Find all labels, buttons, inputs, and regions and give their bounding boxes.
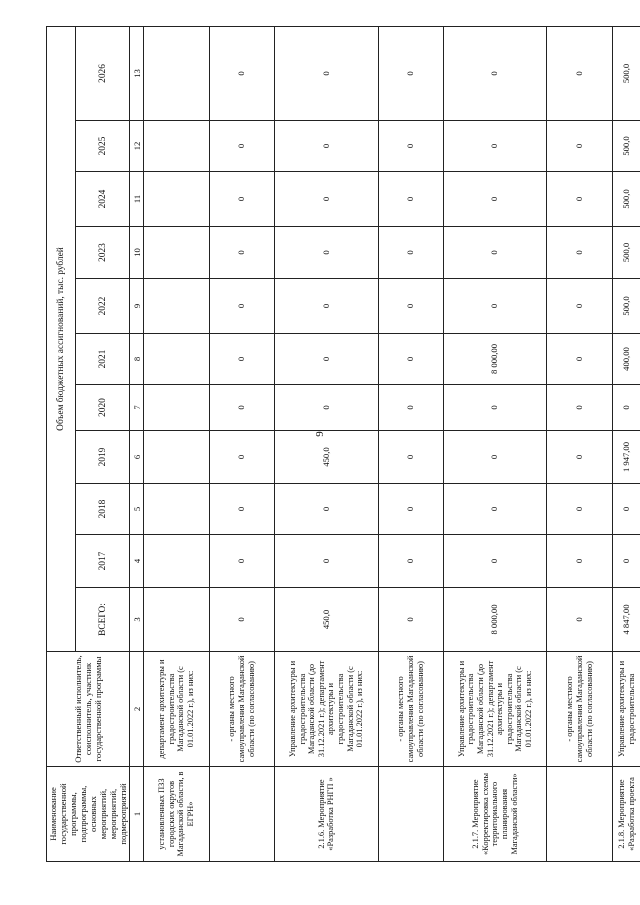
row-value: 0: [547, 385, 613, 431]
row-responsible: - органы местного самоуправления Магаданской области (по согласованию): [378, 652, 444, 767]
row-value: 0: [275, 484, 378, 535]
row-value: 0: [209, 385, 275, 431]
col-header: ВСЕГО:: [76, 588, 130, 652]
row-value: 0: [275, 535, 378, 588]
row-value: [144, 279, 210, 334]
row-value: 0: [275, 279, 378, 334]
row-value: 0: [547, 26, 613, 120]
col-header: 2026: [76, 26, 130, 120]
row-name: [378, 767, 444, 862]
row-value: 0: [547, 484, 613, 535]
column-number: 9: [130, 279, 144, 334]
column-number: 7: [130, 385, 144, 431]
column-number: 1: [130, 767, 144, 862]
row-value: 0: [444, 172, 547, 227]
row-value: 0: [547, 279, 613, 334]
row-value: 8 000,00: [444, 334, 547, 385]
row-value: 0: [547, 334, 613, 385]
row-value: 0: [275, 121, 378, 172]
row-value: 0: [209, 172, 275, 227]
row-value: 0: [378, 535, 444, 588]
column-number: 2: [130, 652, 144, 767]
row-value: 0: [275, 26, 378, 120]
row-value: [144, 484, 210, 535]
row-value: [144, 535, 210, 588]
row-responsible: департамент архитектуры и градостроительства Магаданской области (с 01.01.2022 г.), из них:: [144, 652, 210, 767]
col-header: 2023: [76, 227, 130, 279]
row-value: 0: [378, 227, 444, 279]
row-value: 0: [378, 279, 444, 334]
row-value: 0: [209, 431, 275, 484]
row-value: [144, 121, 210, 172]
header-budget-title: Объем бюджетных ассигнований, тыс. рублей: [47, 26, 76, 651]
row-value: 0: [444, 385, 547, 431]
row-responsible: Управление архитектуры и градостроительства Магаданской области (до 31.12.2021 г.); департамент архитектуры и градостроительства Магаданской области (с 01.01.2022 г.), из них:: [444, 652, 547, 767]
row-value: 0: [378, 172, 444, 227]
table-row: [444, 26, 547, 861]
row-value: 0: [378, 431, 444, 484]
row-name: [547, 767, 613, 862]
rotated-table-container: [46, 27, 636, 862]
row-value: 0: [209, 279, 275, 334]
row-value: [144, 431, 210, 484]
row-value: 0: [275, 172, 378, 227]
row-value: 0: [378, 26, 444, 120]
row-value: 0: [378, 121, 444, 172]
row-value: 0: [444, 535, 547, 588]
row-value: 8 000,00: [444, 588, 547, 652]
row-value: [144, 26, 210, 120]
col-header: 2019: [76, 431, 130, 484]
row-value: 0: [275, 334, 378, 385]
row-value: 0: [547, 431, 613, 484]
row-value: 0: [613, 484, 640, 535]
row-value: 4 847,00: [613, 588, 640, 652]
column-number-row: [130, 26, 144, 861]
row-value: 0: [378, 385, 444, 431]
row-value: 0: [378, 334, 444, 385]
column-number: 5: [130, 484, 144, 535]
table-row: [547, 26, 613, 861]
row-value: 0: [378, 588, 444, 652]
table-row: [209, 26, 275, 861]
row-value: 0: [547, 227, 613, 279]
row-value: 450,0: [275, 431, 378, 484]
col-header: 2021: [76, 334, 130, 385]
col-header: 2022: [76, 279, 130, 334]
page-number: 9: [314, 431, 326, 437]
row-value: [144, 172, 210, 227]
row-value: 0: [209, 588, 275, 652]
row-value: 0: [547, 172, 613, 227]
row-name: [209, 767, 275, 862]
row-value: 1 947,00: [613, 431, 640, 484]
row-name: 2.1.6. Мероприятие «Разработка РНГП »: [275, 767, 378, 862]
row-value: 450,0: [275, 588, 378, 652]
row-value: [144, 334, 210, 385]
row-value: 0: [444, 121, 547, 172]
row-value: 0: [209, 227, 275, 279]
column-number: 4: [130, 535, 144, 588]
row-responsible: Управление архитектуры и градостроительства Магаданской области (до 31.12.2021 г.); департамент архитектуры и градостроительства Магаданской области (с 01.01.2022 г.), из них:: [275, 652, 378, 767]
row-value: [144, 385, 210, 431]
row-value: 0: [613, 535, 640, 588]
row-value: 0: [275, 385, 378, 431]
row-responsible: - органы местного самоуправления Магаданской области (по согласованию): [547, 652, 613, 767]
row-value: 0: [547, 121, 613, 172]
row-responsible: - органы местного самоуправления Магаданской области (по согласованию): [209, 652, 275, 767]
row-value: 500,0: [613, 279, 640, 334]
row-responsible: Управление архитектуры и градостроительства: [613, 652, 640, 767]
row-value: [144, 227, 210, 279]
table-row: [144, 26, 210, 861]
table-row: [613, 26, 640, 861]
col-header: 2018: [76, 484, 130, 535]
col-header: 2017: [76, 535, 130, 588]
row-value: 0: [209, 121, 275, 172]
row-value: 0: [444, 279, 547, 334]
row-value: 0: [209, 484, 275, 535]
row-value: 0: [209, 334, 275, 385]
table-row: [378, 26, 444, 861]
col-header: 2024: [76, 172, 130, 227]
row-value: 0: [444, 227, 547, 279]
column-number: 13: [130, 26, 144, 120]
column-number: 8: [130, 334, 144, 385]
header-responsible: Ответственный исполнитель, соисполнитель, участник государственной программы: [47, 652, 130, 767]
row-value: 400,00: [613, 334, 640, 385]
column-number: 6: [130, 431, 144, 484]
row-value: 0: [547, 588, 613, 652]
row-value: 0: [209, 26, 275, 120]
row-name: 2.1.7. Мероприятие «Корректировка схемы территориального планирования Магаданской области»: [444, 767, 547, 862]
col-header: 2020: [76, 385, 130, 431]
row-value: 0: [547, 535, 613, 588]
table-row: [275, 26, 378, 861]
column-number: 12: [130, 121, 144, 172]
row-value: 0: [444, 26, 547, 120]
row-value: 500,0: [613, 26, 640, 120]
column-number: 10: [130, 227, 144, 279]
row-value: 500,0: [613, 172, 640, 227]
row-value: 0: [378, 484, 444, 535]
column-number: 11: [130, 172, 144, 227]
budget-table: [46, 26, 640, 862]
row-name: установленных ПЗЗ городских округов Магаданской области, в ЕГРН»: [144, 767, 210, 862]
row-value: 0: [209, 535, 275, 588]
row-value: 500,0: [613, 121, 640, 172]
row-value: 0: [613, 385, 640, 431]
row-value: 0: [275, 227, 378, 279]
row-value: 0: [444, 431, 547, 484]
header-name: Наименование государственной программы, подпрограммы, основных мероприятий, мероприятий, подмероприятий: [47, 767, 130, 862]
col-header: 2025: [76, 121, 130, 172]
column-number: 3: [130, 588, 144, 652]
row-value: 500,0: [613, 227, 640, 279]
row-value: [144, 588, 210, 652]
row-value: 0: [444, 484, 547, 535]
row-name: 2.1.8. Мероприятие «Разработка проекта: [613, 767, 640, 862]
